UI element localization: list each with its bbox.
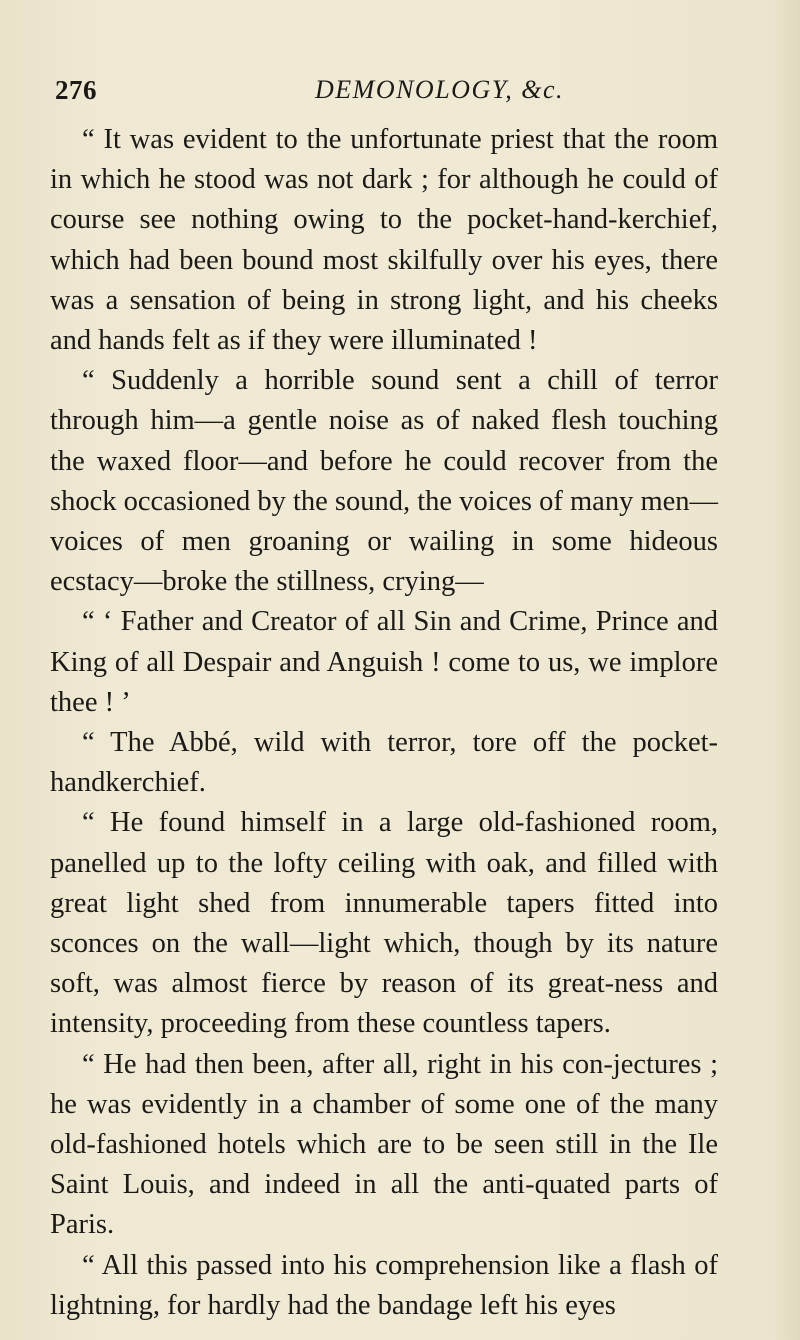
paragraph-2: “ Suddenly a horrible sound sent a chill of terror through him—a gentle noise as of naked flesh touching the waxed floor—and before he could recover from the shock occasioned by the sound, the voices of many men—voices of men groaning or wailing in some hideous ecstacy—broke the stillness, crying— bbox=[50, 365, 719, 598]
running-head: DEMONOLOGY, &c. bbox=[315, 75, 565, 104]
paragraph-6: “ He had then been, after all, right in his con-jectures ; he was evidently in a chamber of some one of the many old-fashioned hotels which are to be seen still in the Ile Saint Louis, and indeed in all the anti-quated parts of Paris. bbox=[50, 1048, 718, 1241]
paragraph-5: “ He found himself in a large old-fashioned room, panelled up to the lofty ceiling with oak, and filled with great light shed from innumerable tapers fitted into sconces on the wall—light which, though by its nature soft, was almost fierce by reason of its great-ness and intensity, proceeding from these countless tapers. bbox=[50, 807, 718, 1040]
paragraph-1: “ It was evident to the unfortunate priest that the room in which he stood was not dark ; for although he could of course see nothing owing to the pocket-hand-kerchief, which had been bound most skilfully over his eyes, there was a sensation of being in strong light, and his cheeks and hands felt as if they were illuminated ! bbox=[50, 124, 718, 357]
page-header bbox=[55, 75, 695, 115]
body-text bbox=[50, 120, 718, 1326]
page-edge-shadow bbox=[774, 0, 800, 1340]
paragraph-4: “ The Abbé, wild with terror, tore off the pocket-handkerchief. bbox=[50, 727, 718, 799]
paragraph-3: “ ‘ Father and Creator of all Sin and Crime, Prince and King of all Despair and Anguish ! come to us, we implore thee ! ’ bbox=[50, 606, 718, 718]
paragraph-7: “ All this passed into his comprehension like a flash of lightning, for hardly had the bandage left his eyes bbox=[50, 1249, 718, 1321]
page-number: 276 bbox=[55, 75, 97, 105]
